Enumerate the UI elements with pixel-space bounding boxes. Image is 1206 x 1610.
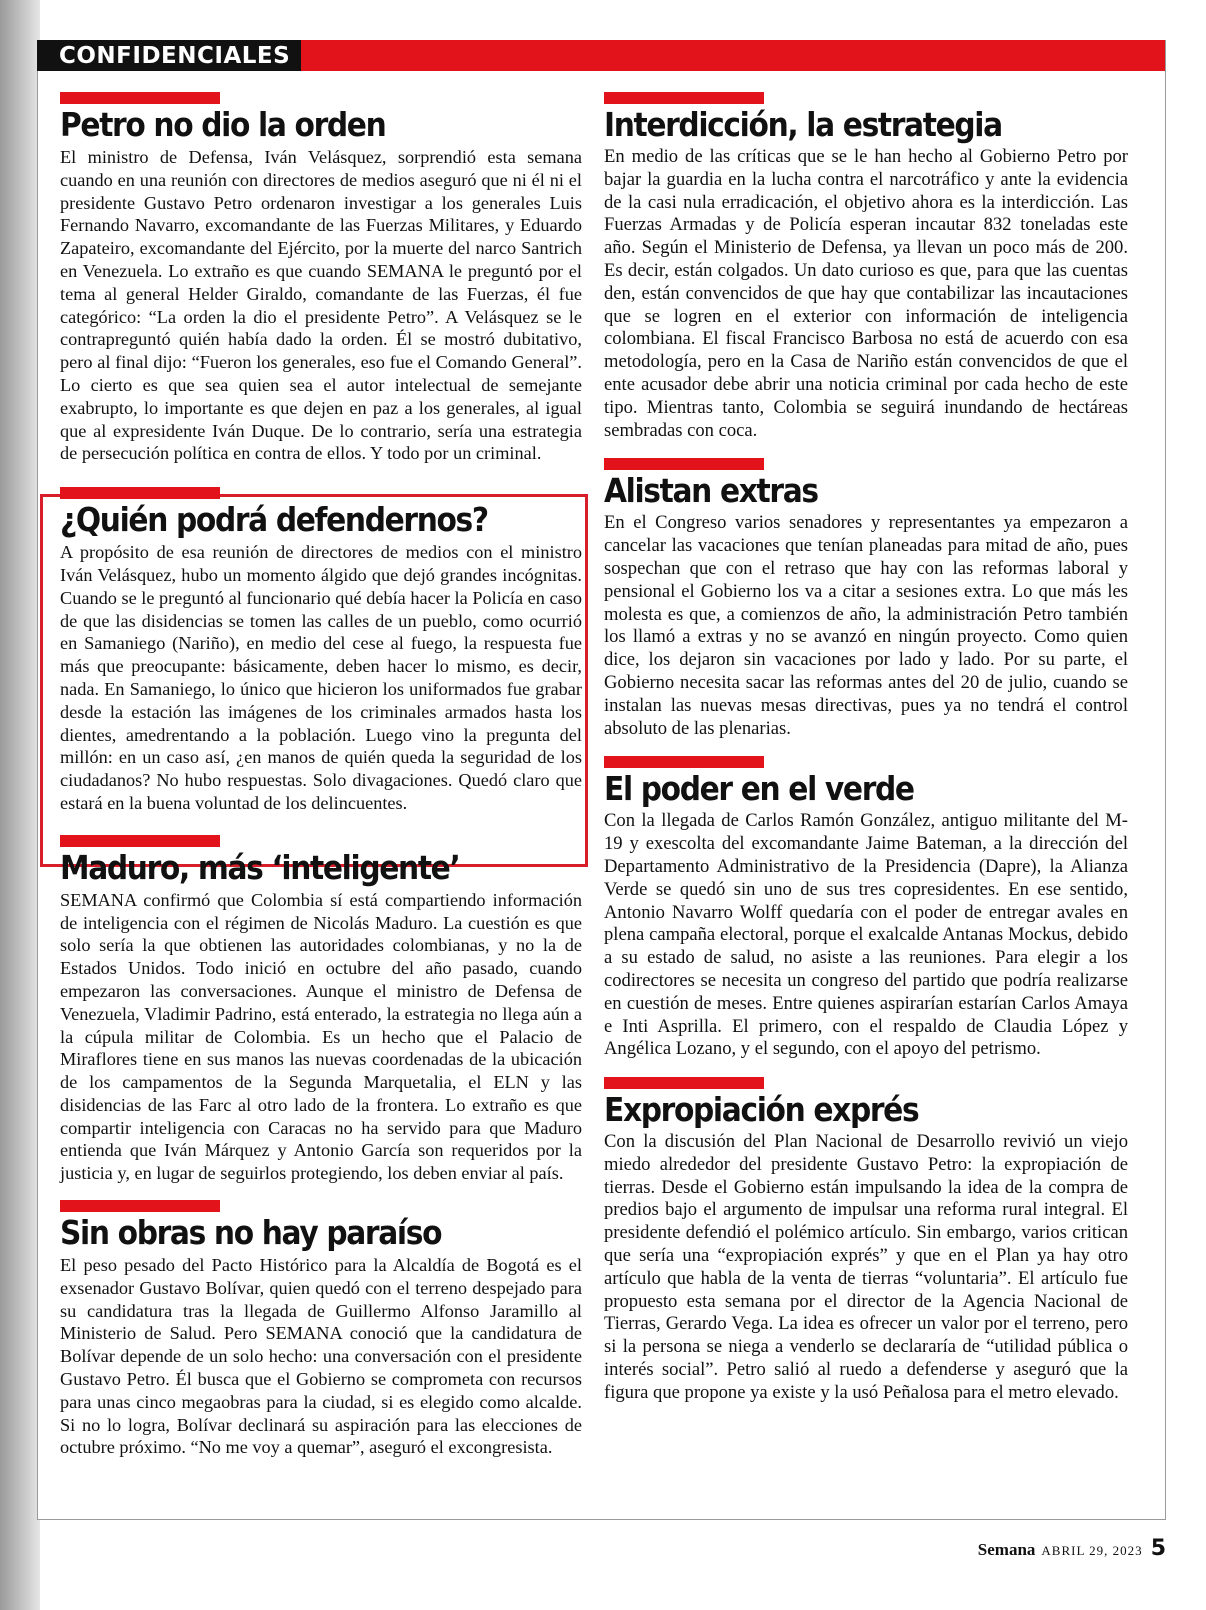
article-body: Con la llegada de Carlos Ramón González, antiguo militante del M-19 y exescolta del excomandante Jaime Bateman, a la dirección del Departamento Administrativo de la Presidencia (Dapre), la Alianza Verde se quedó sin uno de sus tres copresidentes. En ese sentido, Antonio Navarro Wolff quedaría con el poder de entregar avales en plena campaña electoral, porque el exalcalde Antanas Mockus, debido a su estado de salud, no asiste a las reuniones. Para elegir a los codirectores se necesita un congreso del partido que podría realizarse en cuestión de meses. Entre quienes aspirarían estarían Carlos Amaya e Inti Asprilla. El primero, con el respaldo de Claudia López y Angélica Lozano, y el segundo, con el apoyo del petrismo.: [604, 810, 1128, 1060]
page-number: 5: [1150, 1536, 1166, 1561]
article-maduro-mas-inteligente: [60, 835, 582, 1185]
section-label: CONFIDENCIALES: [59, 43, 291, 69]
article-el-poder-en-el-verde: [604, 756, 1128, 1061]
article-title: Expropiación exprés: [604, 1090, 919, 1130]
article-red-bar: [604, 458, 764, 470]
section-header-bar: [37, 40, 1165, 71]
magazine-name: Semana: [977, 1540, 1036, 1559]
article-body: Con la discusión del Plan Nacional de Desarrollo revivió un viejo miedo alrededor del presidente Gustavo Petro: la expropiación de tierras. Desde el Gobierno están impulsando la idea de la compra de predios bajo el argumento de impulsar una reforma rural integral. El presidente defendió el polémico artículo. Sin embargo, varios critican que sería una “expropiación exprés” y que en el Plan ya hay otro artículo que habla de la venta de tierras “voluntaria”. El artículo fue propuesto esta semana por el director de la Agencia Nacional de Tierras, Gerardo Vega. La idea es ofrecer un valor por el terreno, pero si la persona se niega a venderlo se declararía de “utilidad pública o interés social”. Petro salió al ruedo a defenderse y aseguró que la figura que propone ya existe y la usó Peñalosa para el metro elevado.: [604, 1131, 1128, 1403]
right-column: [604, 92, 1128, 1420]
article-red-bar: [604, 756, 764, 768]
article-red-bar: [60, 835, 220, 847]
article-red-bar: [60, 487, 220, 499]
article-alistan-extras: [604, 458, 1128, 740]
article-body: El peso pesado del Pacto Histórico para la Alcaldía de Bogotá es el exsenador Gustavo Bolívar, quien quedó con el terreno despejado para su candidatura tras la llegada de Guillermo Alfonso Jaramillo al Ministerio de Salud. Pero SEMANA conoció que la candidatura de Bolívar depende de un solo hecho: una conversación con el presidente Gustavo Petro. Él busca que el Gobierno se comprometa con recursos para unas cinco megaobras para la ciudad, si es elegido como alcalde. Si no lo logra, Bolívar declinará su aspiración para las elecciones de octubre próximo. “No me voy a quemar”, aseguró el excongresista.: [60, 1255, 582, 1458]
article-expropiacion-expres: [604, 1077, 1128, 1405]
article-title: ¿Quién podrá defendernos?: [60, 500, 488, 540]
article-petro-no-dio-la-orden: [60, 92, 582, 465]
issue-date: ABRIL 29, 2023: [1041, 1543, 1143, 1558]
article-quien-podra-defendernos: [60, 487, 582, 815]
article-interdiccion-la-estrategia: [604, 92, 1128, 442]
article-title: Sin obras no hay paraíso: [60, 1213, 442, 1253]
article-title: Maduro, más ‘inteligente’: [60, 847, 460, 887]
article-red-bar: [60, 1200, 220, 1212]
left-column: [60, 92, 582, 1474]
article-title: Petro no dio la orden: [60, 105, 386, 144]
article-red-bar: [604, 1077, 764, 1089]
article-body: SEMANA confirmó que Colombia sí está compartiendo información de inteligencia con el régimen de Nicolás Maduro. La cuestión es que solo sería la que obtienen las autoridades colombianas, y no la de Estados Unidos. Todo inició en octubre del año pasado, cuando empezaron las conversaciones. Aunque el ministro de Defensa de Venezuela, Vladimir Padrino, está enterado, la estrategia no llega aún a la cúpula militar de Colombia. Es un hecho que el Palacio de Miraflores tiene en sus manos las nuevas coordenadas de la ubicación de los campamentos de la Segunda Marquetalia, el ELN y las disidencias de las Farc al otro lado de la frontera. Lo extraño es que compartir inteligencia con Caracas no ha servido para que Maduro entienda que Iván Márquez y Antonio García son requeridos por la justicia y, en lugar de seguirlos protegiendo, los deben enviar al país.: [60, 889, 582, 1184]
article-title: Interdicción, la estrategia: [604, 105, 1002, 144]
article-body: En medio de las críticas que se le han hecho al Gobierno Petro por bajar la guardia en la lucha contra el narcotráfico y ante la evidencia de la casi nula erradicación, el objetivo ahora es la interdicción. Las Fuerzas Armadas y de Policía esperan incautar 832 toneladas este año. Según el Ministerio de Defensa, ya llevan un poco más de 200. Es decir, están colgados. Un dato curioso es que, para que las cuentas den, están convencidos de que hay que contabilizar las incautaciones que se logren en el exterior con información de inteligencia colombiana. El fiscal Francisco Barbosa no está de acuerdo con esa metodología, pero en la Casa de Nariño están convencidos de que el ente acusador debe abrir una noticia criminal por cada hecho de este tipo. Mientras tanto, Colombia se seguirá inundando de hectáreas sembradas con coca.: [604, 146, 1128, 441]
article-body: El ministro de Defensa, Iván Velásquez, sorprendió esta semana cuando en una reunión con directores de medios aseguró que ni él ni el presidente Gustavo Petro ordenaron investigar a los generales Luis Fernando Navarro, excomandante de las Fuerzas Militares, y Eduardo Zapateiro, excomandante del Ejército, por la muerte del narco Santrich en Venezuela. Lo extraño es que cuando SEMANA le preguntó por el tema al general Helder Giraldo, comandante de las Fuerzas, él fue categórico: “La orden la dio el presidente Petro”. A Velásquez se le contrapreguntó quién había dado la orden. Él se mostró dubitativo, pero al final dijo: “Fueron los generales, eso fue el Comando General”. Lo cierto es que sea quien sea el autor intelectual de semejante exabrupto, lo importante es que dejen en paz a los generales, al igual que al expresidente Iván Duque. De lo contrario, sería una estrategia de persecución política en contra de ellos. Y todo por un criminal.: [60, 147, 582, 464]
article-red-bar: [604, 92, 764, 104]
page-edge-shadow: [0, 0, 40, 1610]
article-body: A propósito de esa reunión de directores de medios con el ministro Iván Velásquez, hubo un momento álgido que dejó grandes incógnitas. Cuando se le preguntó al funcionario qué debía hacer la Policía en caso de que las disidencias se tomen las calles de un pueblo, como ocurrió en Samaniego (Nariño), en medio del cese al fuego, la respuesta fue más que preocupante: básicamente, deben hacer lo mismo, es decir, nada. En Samaniego, lo único que hicieron los uniformados fue grabar desde la estación las imágenes de los criminales armados hasta los dientes, amedrentando a la población. Luego vino la pregunta del millón: en un caso así, ¿en manos de quién queda la seguridad de los ciudadanos? No hubo respuestas. Solo divagaciones. Quedó claro que estará en la buena voluntad de los delincuentes.: [60, 542, 582, 813]
article-red-bar: [60, 92, 220, 104]
article-body: En el Congreso varios senadores y representantes ya empezaron a cancelar las vacaciones que tenían planeadas para mitad de año, pues sospechan que con el retraso que hay con las reformas laboral y pensional el Gobierno los va a citar a sesiones extra. Lo que más les molesta es que, a comienzos de año, la administración Petro también los llamó a extras y no se avanzó en ningún proyecto. Como quien dice, los dejaron sin vacaciones por lado y lado. Por su parte, el Gobierno necesita sacar las reformas antes del 20 de julio, cuando se instalan las nuevas mesas directivas, pues ya no tendrá el control absoluto de las plenarias.: [604, 512, 1128, 739]
section-label-background: [37, 40, 301, 71]
article-title: El poder en el verde: [604, 769, 914, 809]
article-sin-obras-no-hay-paraiso: [60, 1200, 582, 1459]
article-title: Alistan extras: [604, 471, 818, 511]
page-footer: [978, 1536, 1166, 1561]
